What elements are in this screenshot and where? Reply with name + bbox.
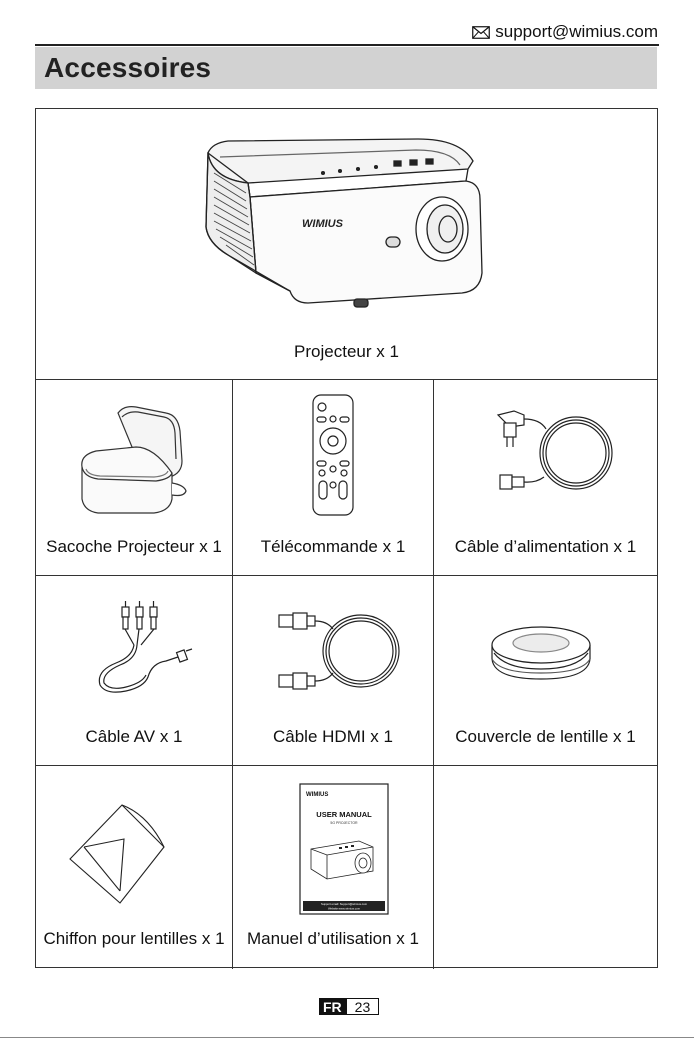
support-email (472, 21, 658, 43)
accessory-label: Couvercle de lentille x 1 (455, 727, 636, 746)
accessory-power-cable (434, 379, 657, 575)
accessory-label: Projecteur x 1 (294, 342, 399, 361)
accessory-user-manual (233, 765, 433, 967)
accessories-grid (35, 108, 658, 968)
accessory-label: Chiffon pour lentilles x 1 (43, 929, 225, 948)
language-badge: FR (319, 998, 346, 1015)
page-footer (319, 998, 379, 1015)
accessory-projector (36, 109, 657, 379)
page-title: Accessoires (44, 52, 212, 83)
accessory-cleaning-cloth (36, 765, 232, 967)
projector-brand: WIMIUS (302, 218, 343, 230)
accessory-av-cable (36, 575, 232, 765)
empty-cell (434, 765, 657, 967)
accessory-label: Manuel d’utilisation x 1 (247, 929, 419, 948)
header-rule (35, 44, 659, 46)
support-email-text: support@wimius.com (495, 22, 658, 41)
accessory-label: Télécommande x 1 (260, 537, 406, 556)
envelope-icon (472, 26, 490, 39)
manual-title: USER MANUAL (316, 810, 372, 819)
page-number: 23 (346, 998, 380, 1015)
accessory-hdmi-cable (233, 575, 433, 765)
accessory-label: Câble d’alimentation x 1 (454, 537, 637, 556)
accessory-label: Câble HDMI x 1 (273, 727, 393, 746)
lens-cap-icon (486, 623, 596, 683)
section-banner (35, 47, 657, 89)
accessory-carry-case (36, 379, 232, 575)
hdmi-cable-icon (275, 603, 405, 699)
projector-icon (198, 123, 488, 313)
manual-footer-website: Website:www.wimius.com (327, 906, 361, 911)
carry-case-icon (76, 403, 192, 519)
manual-brand: WIMIUS (306, 792, 329, 798)
av-cable-icon (86, 597, 196, 701)
accessory-label: Câble AV x 1 (85, 727, 183, 746)
cleaning-cloth-icon (68, 799, 172, 909)
manual-subtitle: 5G PROJECTOR (330, 821, 358, 825)
power-cable-icon (490, 407, 620, 503)
accessory-remote-control (233, 379, 433, 575)
remote-control-icon (311, 393, 355, 519)
manual-footer-email: Support email: Support@wimius.com (320, 902, 368, 906)
accessory-label: Sacoche Projecteur x 1 (46, 537, 222, 556)
footer-rule (0, 1037, 694, 1038)
user-manual-icon (299, 783, 389, 915)
accessory-lens-cap (434, 575, 657, 765)
